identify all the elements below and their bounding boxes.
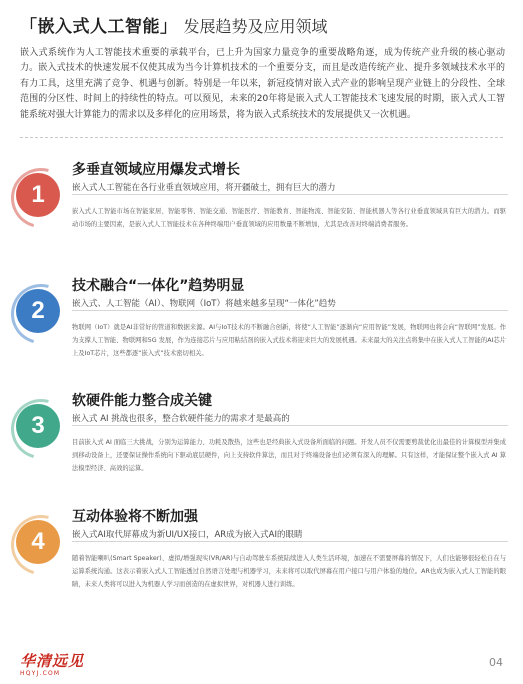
section-subtitle: 嵌入式 AI 挑战也很多，整合软硬件能力的需求才是最高的: [72, 414, 290, 424]
section-body: 随着智能喇叭(Smart Speaker)、虚拟/增强现实(VR/AR)与自动驾驶车系统陆续进入人类生活环境，加速在不需要屏幕的情况下，人们也能够很轻松自在与运算系统沟通。这表示着嵌入式人工智能透过自然语言处理与机器学习，未来将可以取代屏幕在用户接口与用户体验的地位。AR也成为嵌入式人工智能的眼睛，未来人类将可以进入为机器人学习而创造的在虚拟世界，对机器人进行训练。: [72, 555, 506, 588]
page-title-sub: 发展趋势及应用领域: [183, 17, 328, 36]
brand-logo-url: HQYJ.COM: [20, 670, 61, 677]
page-title-main: 「嵌入式人工智能」: [20, 17, 178, 37]
page-number: 04: [489, 656, 503, 669]
number-badge-4: 4: [16, 520, 60, 564]
section-subtitle: 嵌入式人工智能在各行业垂直领域应用，将开疆破土，拥有巨大的潜力: [72, 183, 336, 193]
section-subtitle: 嵌入式AI取代屏幕成为新UI/UX接口，AR成为嵌入式AI的眼睛: [72, 530, 303, 540]
section-body: 物联网（IoT）就是AI非常好的管道和数据来源。AI与IoT技术的不断融合创新，将使“人工智能”逐渐向“应用智能”发展，物联网也将会向“智联网”发展。作为支撑人工智能、物联网和5G 发展，作为连接芯片与应用粘结剂的嵌入式技术将迎来巨大的发展机遇。未来最大的关注点将集中在嵌入式人工智能的AI芯片上及IoT芯片，这些都逐“嵌入式”技术密切相关。: [72, 324, 506, 357]
section-title: 多垂直领域应用爆发式增长: [72, 162, 240, 178]
trend-section-2: [16, 275, 508, 385]
dashed-divider: [20, 137, 503, 138]
trend-section-4: [16, 506, 508, 626]
section-title: 互动体验将不断加强: [72, 509, 198, 525]
brand-logo: [20, 650, 84, 677]
brand-logo-text: 华清远见: [20, 652, 85, 670]
intro-paragraph: 嵌入式系统作为人工智能技术重要的承载平台，已上升为国家力量竞争的重要战略角逐，成为传统产业升级的核心驱动力。嵌入式技术的快速发展不仅使其成为当今计算机技术的一个重要分支，而且是改造传统产业、提升多领域技术水平的有力工具，这里充满了竞争、机遇与创新。特别是一年以来，新冠疫情对嵌入式产业的影响呈现产业链上的分段性、全球范围的分区性、时间上的持续性的特点。可以预见，未来的20年将是嵌入式人工智能技术飞速发展的时期，嵌入式人工智能系统对强大计算能力的需求以及多样化的应用场景，将为嵌入式系统技术的发展提供又一次机遇。: [20, 48, 505, 120]
section-rule: [72, 541, 508, 542]
section-rule: [72, 425, 508, 426]
section-rule: [72, 310, 508, 311]
section-subtitle: 嵌入式、人工智能（AI）、物联网（IoT）将越来越多呈现“一体化”趋势: [72, 299, 336, 309]
section-body: 嵌入式人工智能市场在智能家居、智能零售、智能交通、智能医疗、智能教育、智能物流、智能安防、智能机器人等各行业垂直领域具有巨大的潜力。而驱动市场的主要因素，是嵌入式人工智能技术在各种终端用户垂直领域的应用数量不断增加，尤其是改善对终端消费者服务。: [72, 208, 506, 228]
section-body: 目前嵌入式 AI 面临三大挑战，分别为运算能力、功耗及散热，这些也是经典嵌入式设备所面临的问题。开发人员不仅需要剪裁优化出最佳的计算模型并集成到移动设备上，还要保证操作系统向下驱动底层硬件，向上支持软件算法，而且对于终端设备也们必须有深入的理解。只有这样，才能保证整个嵌入式 AI 算法模型经济、高效的运算。: [72, 439, 506, 472]
section-rule: [72, 194, 508, 195]
number-badge-3: 3: [16, 404, 60, 448]
trend-section-1: [16, 159, 508, 269]
page-title: [20, 12, 328, 37]
number-badge-2: 2: [16, 289, 60, 333]
section-title: 技术融合“一体化”趋势明显: [72, 278, 245, 294]
trend-section-3: [16, 390, 508, 500]
section-title: 软硬件能力整合成关键: [72, 393, 212, 409]
number-badge-1: 1: [16, 173, 60, 217]
